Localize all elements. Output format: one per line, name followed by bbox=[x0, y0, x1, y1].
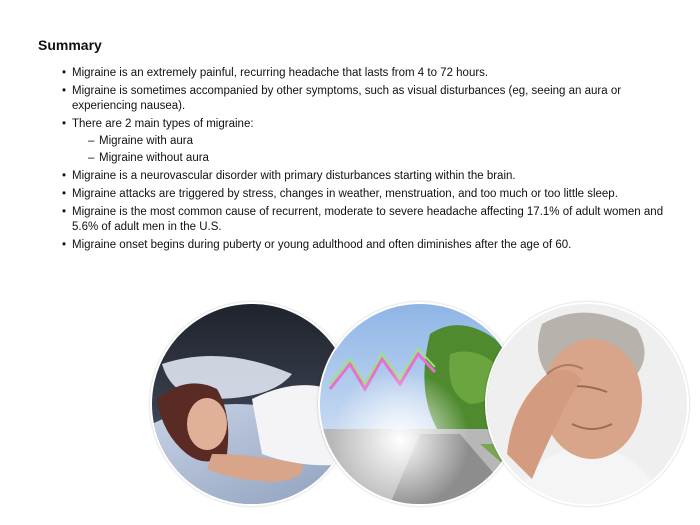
man-headache-photo bbox=[485, 302, 689, 506]
man-headache-image bbox=[487, 304, 687, 504]
bullet-item-types bbox=[62, 117, 672, 166]
sub-bullet-item: – Migraine with aura bbox=[88, 134, 672, 149]
summary-title: Summary bbox=[38, 37, 102, 53]
summary-bullet-list bbox=[62, 66, 672, 256]
bullet-text: There are 2 main types of migraine: bbox=[72, 118, 254, 130]
bullet-item: • Migraine is the most common cause of recurrent, moderate to severe headache affecting 17.1% of adult women and 5.6% of adult men in the U.S. bbox=[62, 205, 672, 235]
sub-bullet-item: – Migraine without aura bbox=[88, 151, 672, 166]
bullet-item: • Migraine is sometimes accompanied by other symptoms, such as visual disturbances (eg, seeing an aura or experiencing nausea). bbox=[62, 84, 672, 114]
bullet-item: • Migraine onset begins during puberty or young adulthood and often diminishes after the age of 60. bbox=[62, 238, 672, 253]
migraine-types-list bbox=[88, 134, 672, 166]
photo-collage bbox=[150, 298, 680, 508]
bullet-item: • Migraine attacks are triggered by stress, changes in weather, menstruation, and too much or too little sleep. bbox=[62, 187, 672, 202]
bullet-item: • Migraine is an extremely painful, recurring headache that lasts from 4 to 72 hours. bbox=[62, 66, 672, 81]
bullet-item: • Migraine is a neurovascular disorder with primary disturbances starting within the brain. bbox=[62, 169, 672, 184]
